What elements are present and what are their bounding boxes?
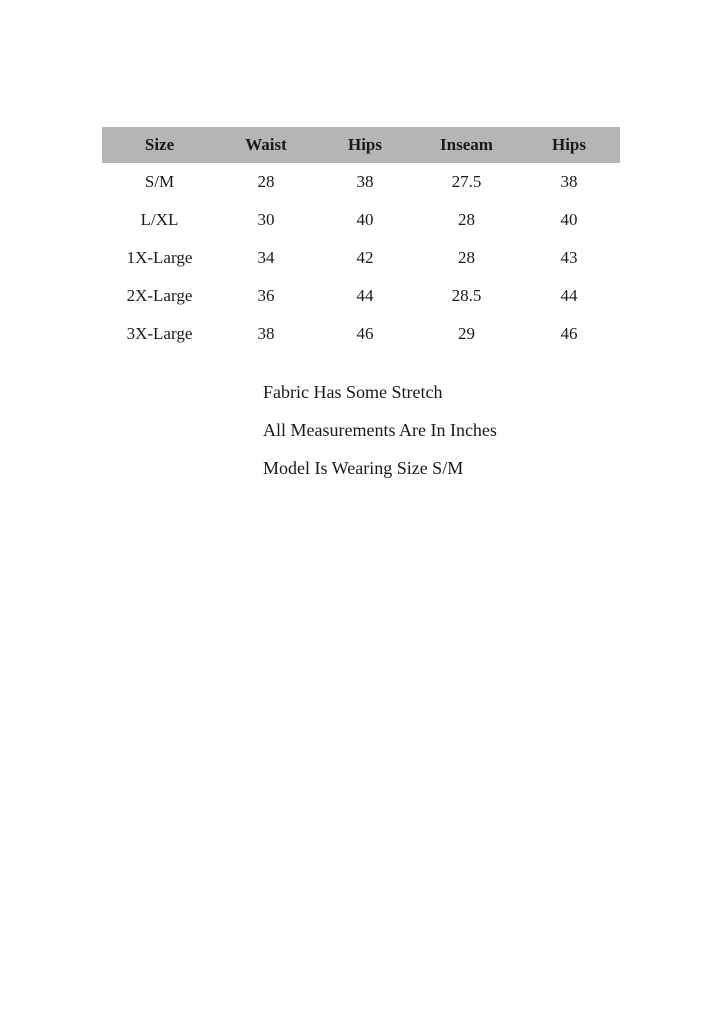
- size-chart-table: [102, 127, 620, 353]
- measurement-cell: 29: [458, 324, 475, 343]
- measurement-cell: 38: [356, 172, 374, 191]
- note-measurement-unit: All Measurements Are In Inches: [263, 420, 497, 440]
- measurement-cell: 46: [356, 324, 374, 343]
- measurement-cell: 40: [356, 210, 374, 229]
- measurement-cell: 42: [356, 248, 374, 267]
- size-label: 3X-Large: [126, 324, 193, 343]
- measurement-cell: 30: [257, 210, 275, 229]
- measurement-cell: 38: [560, 172, 578, 191]
- column-header-size: Size: [102, 127, 217, 163]
- size-label: S/M: [144, 172, 175, 191]
- measurement-cell: 36: [257, 286, 275, 305]
- measurement-cell: 28.5: [451, 286, 482, 305]
- measurement-cell: 27.5: [451, 172, 482, 191]
- measurement-cell: 44: [356, 286, 374, 305]
- measurement-cell: 28: [458, 210, 475, 229]
- column-header-hips-2: Hips: [518, 127, 620, 163]
- size-label: 2X-Large: [126, 286, 193, 305]
- column-header-waist: Waist: [217, 127, 315, 163]
- column-header-inseam: Inseam: [415, 127, 518, 163]
- size-label: L/XL: [140, 210, 179, 229]
- measurement-cell: 46: [560, 324, 578, 343]
- measurement-cell: 28: [257, 172, 275, 191]
- size-label: 1X-Large: [126, 248, 193, 267]
- measurement-cell: 38: [257, 324, 275, 343]
- measurement-cell: 34: [257, 248, 275, 267]
- chart-notes: [263, 373, 497, 487]
- note-fabric-stretch: Fabric Has Some Stretch: [263, 382, 443, 402]
- measurement-cell: 40: [560, 210, 578, 229]
- measurement-cell: 28: [458, 248, 475, 267]
- note-model-size: Model Is Wearing Size S/M: [263, 458, 464, 478]
- measurement-cell: 43: [560, 248, 578, 267]
- column-header-hips-1: Hips: [315, 127, 415, 163]
- measurement-cell: 44: [560, 286, 578, 305]
